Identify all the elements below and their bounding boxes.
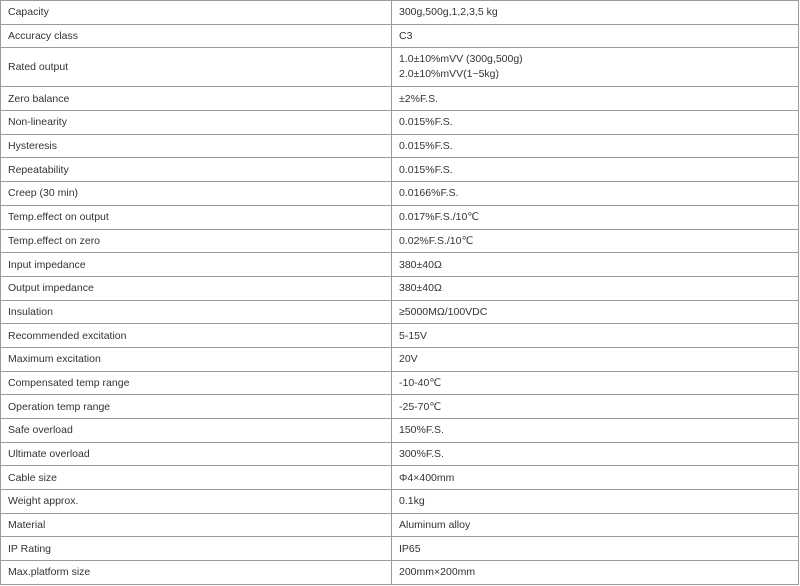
table-row [1, 134, 799, 158]
spec-value: C3 [392, 24, 799, 48]
spec-value: ±2%F.S. [392, 87, 799, 111]
spec-label: Material [1, 513, 392, 537]
spec-value: 150%F.S. [392, 419, 799, 443]
table-row [1, 1, 799, 25]
spec-label: Hysteresis [1, 134, 392, 158]
spec-value: Aluminum alloy [392, 513, 799, 537]
spec-value [392, 48, 799, 87]
spec-value: IP65 [392, 537, 799, 561]
table-row [1, 158, 799, 182]
spec-label: Temp.effect on zero [1, 229, 392, 253]
table-row [1, 419, 799, 443]
table-row [1, 48, 799, 87]
spec-value: 20V [392, 347, 799, 371]
spec-value: -10-40℃ [392, 371, 799, 395]
table-row [1, 442, 799, 466]
spec-label: Non-linearity [1, 111, 392, 135]
spec-label: Accuracy class [1, 24, 392, 48]
table-row [1, 537, 799, 561]
spec-label: Repeatability [1, 158, 392, 182]
spec-value: -25-70℃ [392, 395, 799, 419]
spec-value: 0.015%F.S. [392, 111, 799, 135]
spec-value-line: 2.0±10%mVV(1~5kg) [399, 68, 500, 81]
spec-label: Rated output [1, 48, 392, 87]
spec-value: ≥5000MΩ/100VDC [392, 300, 799, 324]
spec-label: IP Rating [1, 537, 392, 561]
spec-label: Maximum excitation [1, 347, 392, 371]
spec-value: 380±40Ω [392, 253, 799, 277]
table-row [1, 205, 799, 229]
spec-value: 200mm×200mm [392, 561, 799, 585]
spec-value: 0.02%F.S./10℃ [392, 229, 799, 253]
spec-value: 5-15V [392, 324, 799, 348]
spec-label: Max.platform size [1, 561, 392, 585]
spec-label: Ultimate overload [1, 442, 392, 466]
spec-label: Weight approx. [1, 490, 392, 514]
table-row [1, 276, 799, 300]
spec-label: Operation temp range [1, 395, 392, 419]
spec-label: Capacity [1, 1, 392, 25]
table-row [1, 490, 799, 514]
table-row [1, 229, 799, 253]
table-row [1, 24, 799, 48]
table-row [1, 324, 799, 348]
spec-value: 300g,500g,1,2,3,5 kg [392, 1, 799, 25]
spec-label: Compensated temp range [1, 371, 392, 395]
table-row [1, 513, 799, 537]
spec-label: Zero balance [1, 87, 392, 111]
table-row [1, 466, 799, 490]
spec-label: Temp.effect on output [1, 205, 392, 229]
spec-label: Insulation [1, 300, 392, 324]
table-row [1, 561, 799, 585]
spec-value: 0.0166%F.S. [392, 182, 799, 206]
spec-value: Φ4×400mm [392, 466, 799, 490]
table-row [1, 253, 799, 277]
spec-label: Recommended excitation [1, 324, 392, 348]
table-row [1, 300, 799, 324]
table-row [1, 347, 799, 371]
table-row [1, 111, 799, 135]
spec-label: Safe overload [1, 419, 392, 443]
spec-label: Creep (30 min) [1, 182, 392, 206]
spec-value: 0.015%F.S. [392, 134, 799, 158]
spec-label: Cable size [1, 466, 392, 490]
spec-label: Input impedance [1, 253, 392, 277]
spec-value: 0.015%F.S. [392, 158, 799, 182]
spec-value: 0.017%F.S./10℃ [392, 205, 799, 229]
table-row [1, 87, 799, 111]
spec-value-line: 1.0±10%mVV (300g,500g) [399, 53, 523, 66]
table-row [1, 371, 799, 395]
table-row [1, 395, 799, 419]
spec-value: 0.1kg [392, 490, 799, 514]
spec-label: Output impedance [1, 276, 392, 300]
spec-value: 300%F.S. [392, 442, 799, 466]
table-row [1, 182, 799, 206]
spec-value: 380±40Ω [392, 276, 799, 300]
